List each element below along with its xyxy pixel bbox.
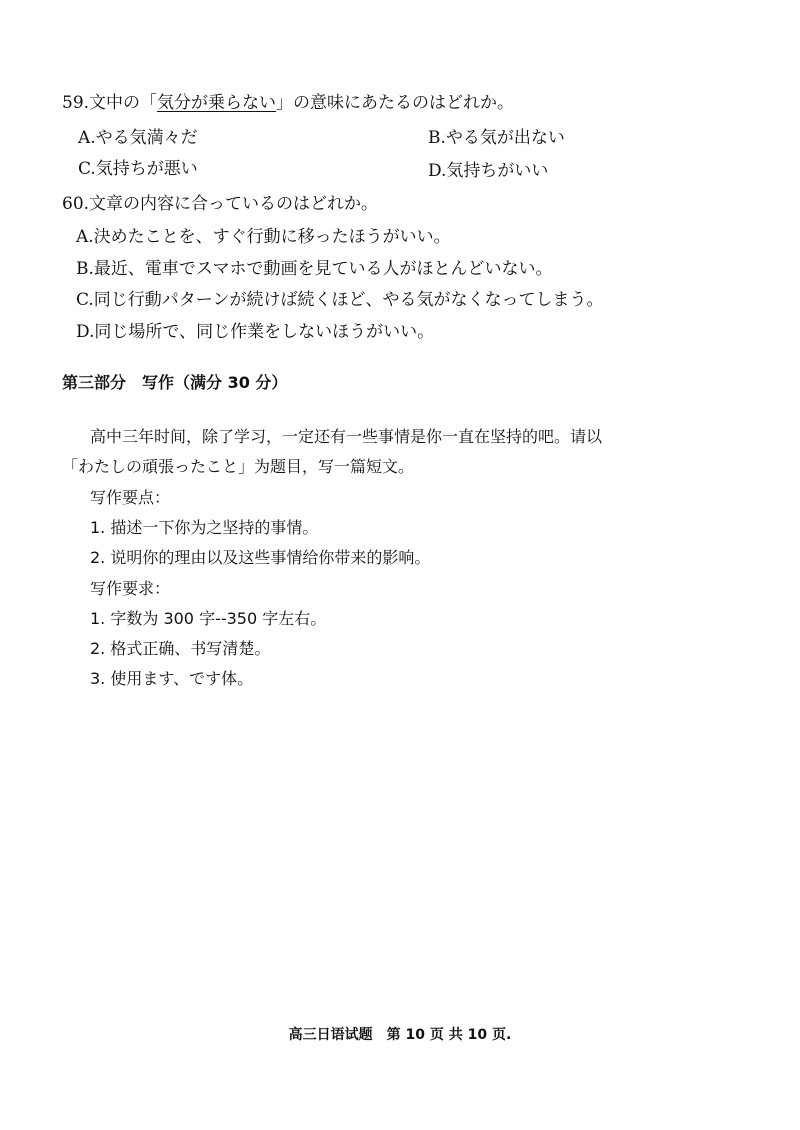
question-59-option-a: A.やる気満々だ (78, 128, 198, 148)
question-59-number: 59. (62, 93, 90, 113)
writing-requirements-heading: 写作要求： (90, 579, 171, 598)
page-footer: 高三日语试题 第 10 页 共 10 页. (288, 1027, 512, 1043)
question-60 (62, 193, 378, 215)
question-59-option-d: D.気持ちがいい (428, 161, 549, 181)
question-59-option-c: C.気持ちが悪い (78, 159, 198, 179)
writing-requirement-item: 3. 使用ます、です体。 (90, 669, 254, 688)
question-59-text-after: 」の意味にあたるのはどれか。 (276, 93, 515, 113)
question-59 (62, 92, 514, 114)
question-60-text: 文章の内容に合っているのはどれか。 (89, 194, 379, 214)
question-59-option-b: B.やる気が出ない (428, 128, 565, 148)
question-60-option-d: D.同じ場所で、同じ作業をしないほうがいい。 (76, 322, 435, 342)
writing-prompt-line-1: 高中三年时间，除了学习，一定还有一些事情是你一直在坚持的吧。请以 (90, 427, 603, 446)
writing-points-heading: 写作要点： (90, 488, 171, 507)
question-60-number: 60. (62, 194, 90, 214)
question-59-text-before: 文中の「 (89, 93, 158, 113)
writing-point-item: 1. 描述一下你为之坚持的事情。 (90, 518, 319, 537)
writing-requirement-item: 1. 字数为 300 字--350 字左右。 (90, 609, 327, 628)
question-60-option-b: B.最近、電車でスマホで動画を見ている人がほとんどいない。 (76, 259, 553, 279)
question-60-option-c: C.同じ行動パターンが続けば続くほど、やる気がなくなってしまう。 (76, 290, 604, 310)
writing-requirement-item: 2. 格式正确、书写清楚。 (90, 639, 271, 658)
question-60-option-a: A.決めたことを、すぐ行動に移ったほうがいい。 (76, 227, 451, 247)
writing-prompt-line-2: 「わたしの頑張ったこと」为题目，写一篇短文。 (62, 457, 415, 476)
question-59-underlined-phrase: 気分が乗らない (157, 93, 277, 113)
section-3-title: 第三部分 写作（满分 30 分） (62, 373, 288, 392)
writing-point-item: 2. 说明你的理由以及这些事情给你带来的影响。 (90, 548, 431, 567)
